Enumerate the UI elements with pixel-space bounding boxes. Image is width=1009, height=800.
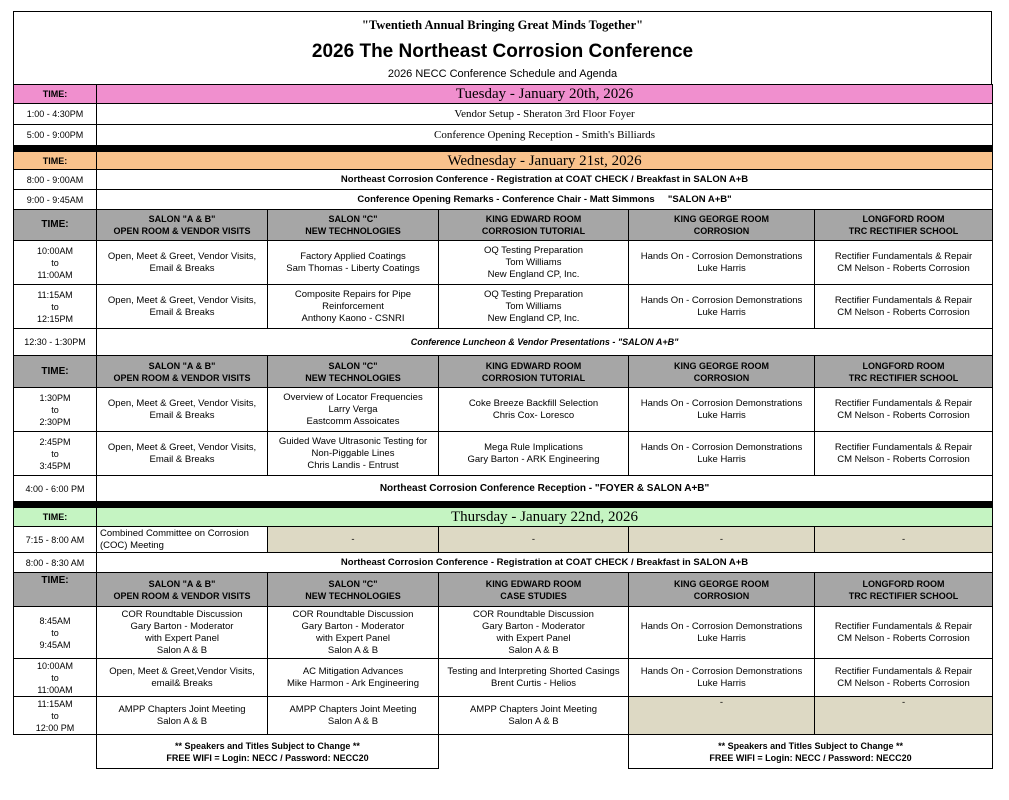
time-cell: 5:00 - 9:00PM (14, 125, 97, 146)
session-row (14, 432, 993, 476)
time-cell: 8:45AM to 9:45AM (14, 607, 97, 659)
session-row (14, 607, 993, 659)
session-cell: Rectifier Fundamentals & Repair CM Nelson - Roberts Corrosion (815, 285, 993, 329)
footer-row (14, 735, 993, 769)
session-cell: Mega Rule Implications Gary Barton - ARK Engineering (439, 432, 629, 476)
agenda-sheet (13, 11, 992, 769)
time-cell: 11:15AM to 12:00 PM (14, 697, 97, 735)
session-cell: Overview of Locator Frequencies Larry Verga Eastcomm Assoicates (268, 388, 439, 432)
room-header: KING GEORGE ROOM CORROSION (629, 573, 815, 607)
session-cell: Open, Meet & Greet, Vendor Visits, Email & Breaks (97, 432, 268, 476)
session-cell: Rectifier Fundamentals & Repair CM Nelson - Roberts Corrosion (815, 607, 993, 659)
speakers-note: ** Speakers and Titles Subject to Change ** (175, 740, 360, 751)
room-header: KING EDWARD ROOM CASE STUDIES (439, 573, 629, 607)
event-cell: Vendor Setup - Sheraton 3rd Floor Foyer (97, 104, 993, 125)
session-cell: Open, Meet & Greet,Vendor Visits, email& Breaks (97, 659, 268, 697)
room-header: SALON "C" NEW TECHNOLOGIES (268, 356, 439, 388)
footer-note-right (629, 735, 993, 769)
column-header-row (14, 356, 993, 388)
event-cell: Conference Opening Reception - Smith's Billiards (97, 125, 993, 146)
session-cell: Hands On - Corrosion Demonstrations Luke Harris (629, 607, 815, 659)
session-row (14, 659, 993, 697)
session-cell: Rectifier Fundamentals & Repair CM Nelson - Roberts Corrosion (815, 388, 993, 432)
empty-cell: - (268, 527, 439, 553)
schedule-table (13, 84, 993, 769)
tuesday-row (14, 125, 993, 146)
column-header-row (14, 573, 993, 607)
time-cell: 9:00 - 9:45AM (14, 190, 97, 210)
coc-row (14, 527, 993, 553)
wednesday-day-row (14, 152, 993, 170)
room-header: LONGFORD ROOM TRC RECTIFIER SCHOOL (815, 210, 993, 241)
speakers-note: ** Speakers and Titles Subject to Change ** (718, 740, 903, 751)
session-cell: Rectifier Fundamentals & Repair CM Nelson - Roberts Corrosion (815, 432, 993, 476)
wifi-note: FREE WIFI = Login: NECC / Password: NECC20 (166, 752, 369, 763)
tuesday-row (14, 104, 993, 125)
time-label: TIME: (14, 508, 97, 527)
wednesday-day-title: Wednesday - January 21st, 2026 (97, 152, 993, 170)
session-cell: Open, Meet & Greet, Vendor Visits, Email & Breaks (97, 388, 268, 432)
session-cell: Hands On - Corrosion Demonstrations Luke Harris (629, 241, 815, 285)
event-cell: Northeast Corrosion Conference - Registration at COAT CHECK / Breakfast in SALON A+B (97, 553, 993, 573)
time-cell: 1:00 - 4:30PM (14, 104, 97, 125)
session-cell: OQ Testing Preparation Tom Williams New England CP, Inc. (439, 285, 629, 329)
session-cell: Open, Meet & Greet, Vendor Visits, Email & Breaks (97, 241, 268, 285)
session-cell: OQ Testing Preparation Tom Williams New England CP, Inc. (439, 241, 629, 285)
time-cell: 1:30PM to 2:30PM (14, 388, 97, 432)
footer-note-left (97, 735, 439, 769)
session-row (14, 241, 993, 285)
session-cell: COR Roundtable Discussion Gary Barton - Moderator with Expert Panel Salon A & B (439, 607, 629, 659)
room-header: SALON "A & B" OPEN ROOM & VENDOR VISITS (97, 356, 268, 388)
tuesday-day-title: Tuesday - January 20th, 2026 (97, 85, 993, 104)
wednesday-remarks-row (14, 190, 993, 210)
reception-row (14, 476, 993, 502)
tuesday-day-row (14, 85, 993, 104)
session-cell: Coke Breeze Backfill Selection Chris Cox- Loresco (439, 388, 629, 432)
session-cell: Hands On - Corrosion Demonstrations Luke Harris (629, 285, 815, 329)
session-row (14, 697, 993, 735)
session-row (14, 285, 993, 329)
time-cell: 12:30 - 1:30PM (14, 329, 97, 356)
time-label: TIME: (14, 152, 97, 170)
session-cell: AMPP Chapters Joint Meeting Salon A & B (268, 697, 439, 735)
time-label: TIME: (14, 573, 97, 607)
time-label: TIME: (14, 356, 97, 388)
column-header-row (14, 210, 993, 241)
room-header: SALON "A & B" OPEN ROOM & VENDOR VISITS (97, 210, 268, 241)
time-cell: 4:00 - 6:00 PM (14, 476, 97, 502)
header-quote: "Twentieth Annual Bringing Great Minds Together" (361, 18, 644, 32)
session-cell: Combined Committee on Corrosion (COC) Meeting (97, 527, 268, 553)
time-cell: 11:15AM to 12:15PM (14, 285, 97, 329)
empty-cell: - (629, 527, 815, 553)
session-cell: Composite Repairs for Pipe Reinforcement Anthony Kaono - CSNRI (268, 285, 439, 329)
session-cell: Hands On - Corrosion Demonstrations Luke Harris (629, 432, 815, 476)
room-header: SALON "A & B" OPEN ROOM & VENDOR VISITS (97, 573, 268, 607)
time-cell: 10:00AM to 11:00AM (14, 241, 97, 285)
room-header: SALON "C" NEW TECHNOLOGIES (268, 210, 439, 241)
session-cell: AMPP Chapters Joint Meeting Salon A & B (439, 697, 629, 735)
time-cell: 2:45PM to 3:45PM (14, 432, 97, 476)
thursday-day-title: Thursday - January 22nd, 2026 (97, 508, 993, 527)
session-cell: Hands On - Corrosion Demonstrations Luke Harris (629, 659, 815, 697)
room-header: KING EDWARD ROOM CORROSION TUTORIAL (439, 210, 629, 241)
time-label: TIME: (14, 210, 97, 241)
time-cell: 8:00 - 8:30 AM (14, 553, 97, 573)
time-cell: 7:15 - 8:00 AM (14, 527, 97, 553)
time-label: TIME: (14, 85, 97, 104)
session-cell: Guided Wave Ultrasonic Testing for Non-Piggable Lines Chris Landis - Entrust (268, 432, 439, 476)
event-cell: Northeast Corrosion Conference - Registration at COAT CHECK / Breakfast in SALON A+B (97, 170, 993, 190)
empty-cell: - (629, 697, 815, 735)
page-subtitle: 2026 NECC Conference Schedule and Agenda (387, 68, 618, 80)
room-header: LONGFORD ROOM TRC RECTIFIER SCHOOL (815, 356, 993, 388)
session-cell: Testing and Interpreting Shorted Casings Brent Curtis - Helios (439, 659, 629, 697)
empty-cell: - (439, 527, 629, 553)
session-cell: Factory Applied Coatings Sam Thomas - Liberty Coatings (268, 241, 439, 285)
empty-cell: - (815, 697, 993, 735)
session-row (14, 388, 993, 432)
luncheon-row (14, 329, 993, 356)
session-cell: Rectifier Fundamentals & Repair CM Nelson - Roberts Corrosion (815, 241, 993, 285)
room-header: KING GEORGE ROOM CORROSION (629, 210, 815, 241)
event-cell: Northeast Corrosion Conference Reception - "FOYER & SALON A+B" (97, 476, 993, 502)
thursday-registration-row (14, 553, 993, 573)
agenda-header (13, 11, 992, 84)
time-cell: 8:00 - 9:00AM (14, 170, 97, 190)
time-cell: 10:00AM to 11:00AM (14, 659, 97, 697)
wednesday-registration-row (14, 170, 993, 190)
room-header: LONGFORD ROOM TRC RECTIFIER SCHOOL (815, 573, 993, 607)
empty-cell: - (815, 527, 993, 553)
session-cell: COR Roundtable Discussion Gary Barton - Moderator with Expert Panel Salon A & B (97, 607, 268, 659)
session-cell: AC Mitigation Advances Mike Harmon - Ark Engineering (268, 659, 439, 697)
session-cell: AMPP Chapters Joint Meeting Salon A & B (97, 697, 268, 735)
room-header: KING GEORGE ROOM CORROSION (629, 356, 815, 388)
event-cell: Conference Opening Remarks - Conference Chair - Matt Simmons "SALON A+B" (97, 190, 993, 210)
event-cell: Conference Luncheon & Vendor Presentations - "SALON A+B" (97, 329, 993, 356)
session-cell: Hands On - Corrosion Demonstrations Luke Harris (629, 388, 815, 432)
thursday-day-row (14, 508, 993, 527)
wifi-note: FREE WIFI = Login: NECC / Password: NECC20 (709, 752, 912, 763)
room-header: SALON "C" NEW TECHNOLOGIES (268, 573, 439, 607)
session-cell: Rectifier Fundamentals & Repair CM Nelson - Roberts Corrosion (815, 659, 993, 697)
session-cell: Open, Meet & Greet, Vendor Visits, Email & Breaks (97, 285, 268, 329)
session-cell: COR Roundtable Discussion Gary Barton - Moderator with Expert Panel Salon A & B (268, 607, 439, 659)
page-title: 2026 The Northeast Corrosion Conference (311, 41, 694, 62)
room-header: KING EDWARD ROOM CORROSION TUTORIAL (439, 356, 629, 388)
